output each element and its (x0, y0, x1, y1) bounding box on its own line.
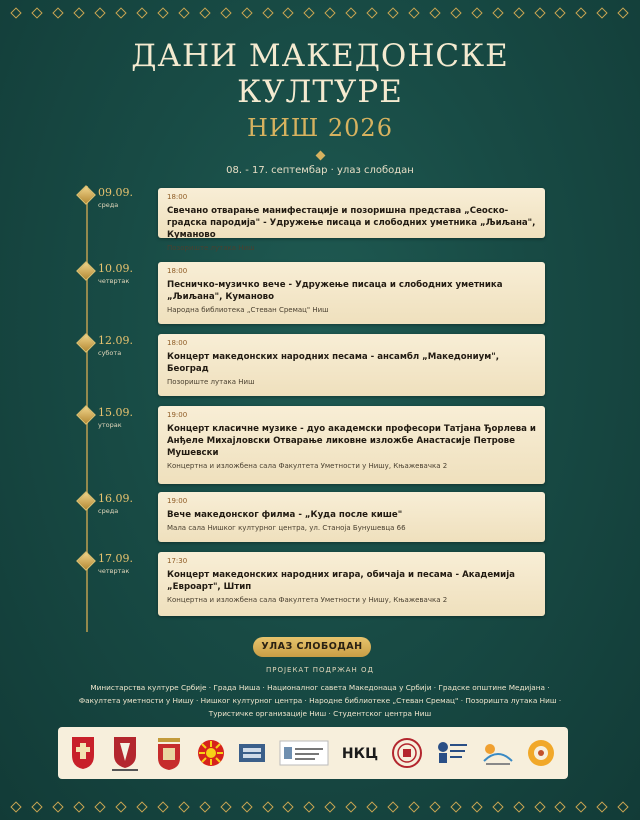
event-day: 16.09. (98, 492, 133, 505)
diamond-marker-icon (76, 261, 96, 281)
event-venue: Мала сала Нишког културног центра, ул. Станоја Бунушевца 66 (167, 524, 406, 532)
serbia-emblem-logo (108, 733, 142, 773)
event-title: Песничко-музичко вече - Удружење писаца и слободних уметника „Љиљана", Куманово (167, 280, 503, 302)
event-weekday: четвртак (98, 277, 130, 285)
puppet-theatre-logo (435, 738, 469, 768)
free-entry-badge: УЛАЗ СЛОБОДАН (253, 637, 371, 657)
event-card (158, 492, 545, 542)
event-title: Концерт македонских народних игара, обичаја и песама - Академија „Евроарт", Штип (167, 570, 515, 592)
event-time: 17:30 (167, 557, 188, 565)
diamond-marker-icon (76, 185, 96, 205)
event-venue: Позориште лутака Ниш (167, 244, 255, 252)
macedonia-sun-logo (197, 739, 225, 767)
event-weekday: четвртак (98, 567, 130, 575)
event-dates: 08. - 17. септембар · улаз слободан (226, 165, 414, 176)
event-card (158, 262, 545, 324)
event-time: 18:00 (167, 267, 188, 275)
event-venue: Концертна и изложбена сала Факултета Уметности у Нишу, Књажевачка 2 (167, 596, 448, 604)
nkc-logo (341, 740, 379, 766)
sponsor-logos-strip (58, 727, 568, 779)
event-title: Свечано отварање манифестације и позоришна представа „Сеоско-градска пародија" - Удружење писаца и слободних уметника „Љиљана", Куманово (167, 206, 536, 240)
poster-header (0, 38, 640, 176)
event-card (158, 188, 545, 252)
subtitle: НИШ 2026 (247, 114, 393, 142)
diamond-marker-icon (76, 333, 96, 353)
sponsors-list: Министарства културе Србије · Града Ниша · Националног савета Македонаца у Србији · Градске општине Медијана · Факултета уметности у Нишу · Нишког културног центра · Народне библиотеке „Стеван Сремац" · Позоришта лутака Ниш · Туристичке организације Ниш · Студентског центра Ниш (78, 683, 562, 718)
student-center-logo (526, 738, 556, 768)
bottom-ornament-border (0, 796, 640, 818)
event-card (158, 406, 545, 484)
event-venue: Позориште лутака Ниш (167, 378, 255, 386)
event-day: 15.09. (98, 406, 133, 419)
nis-city-logo (154, 734, 184, 772)
diamond-ornament-icon (315, 151, 325, 161)
text-logo (279, 740, 329, 766)
title-line-1: ДАНИ МАКЕДОНСКЕ (131, 38, 509, 74)
event-time: 19:00 (167, 497, 188, 505)
faculty-logo (237, 740, 267, 766)
event-title: Концерт македонских народних песама - ансамбл „Македониум", Београд (167, 352, 499, 374)
event-time: 18:00 (167, 193, 188, 201)
diamond-marker-icon (76, 491, 96, 511)
event-weekday: среда (98, 201, 119, 209)
coat-of-arms-logo (70, 735, 96, 771)
supported-by-heading: ПРОЈЕКАТ ПОДРЖАН ОД (265, 666, 374, 674)
event-time: 19:00 (167, 411, 188, 419)
tourism-logo (482, 739, 514, 767)
event-day: 17.09. (98, 552, 133, 565)
library-seal-logo (391, 737, 423, 769)
event-title: Вече македонског филма - „Куда после кише" (167, 510, 403, 520)
event-weekday: среда (98, 507, 119, 515)
event-venue: Концертна и изложбена сала Факултета Уметности у Нишу, Књажевачка 2 (167, 462, 448, 470)
event-weekday: субота (98, 349, 122, 357)
event-card (158, 552, 545, 616)
event-title: Концерт класичне музике - дуо академски професори Татјана Ђорлева и Анђеле Михајловски Отварање ликовне изложбе Анастасије Петрове Мушевски (167, 424, 536, 458)
event-venue: Народна библиотека „Стеван Сремац" Ниш (167, 306, 329, 314)
svg-text:НКЦ: НКЦ (342, 746, 379, 762)
event-card (158, 334, 545, 396)
event-time: 18:00 (167, 339, 188, 347)
event-day: 09.09. (98, 186, 133, 199)
title-line-2: КУЛТУРЕ (237, 74, 403, 110)
top-ornament-border (0, 2, 640, 24)
event-day: 10.09. (98, 262, 133, 275)
diamond-marker-icon (76, 405, 96, 425)
diamond-marker-icon (76, 551, 96, 571)
event-weekday: уторак (98, 421, 122, 429)
event-day: 12.09. (98, 334, 133, 347)
